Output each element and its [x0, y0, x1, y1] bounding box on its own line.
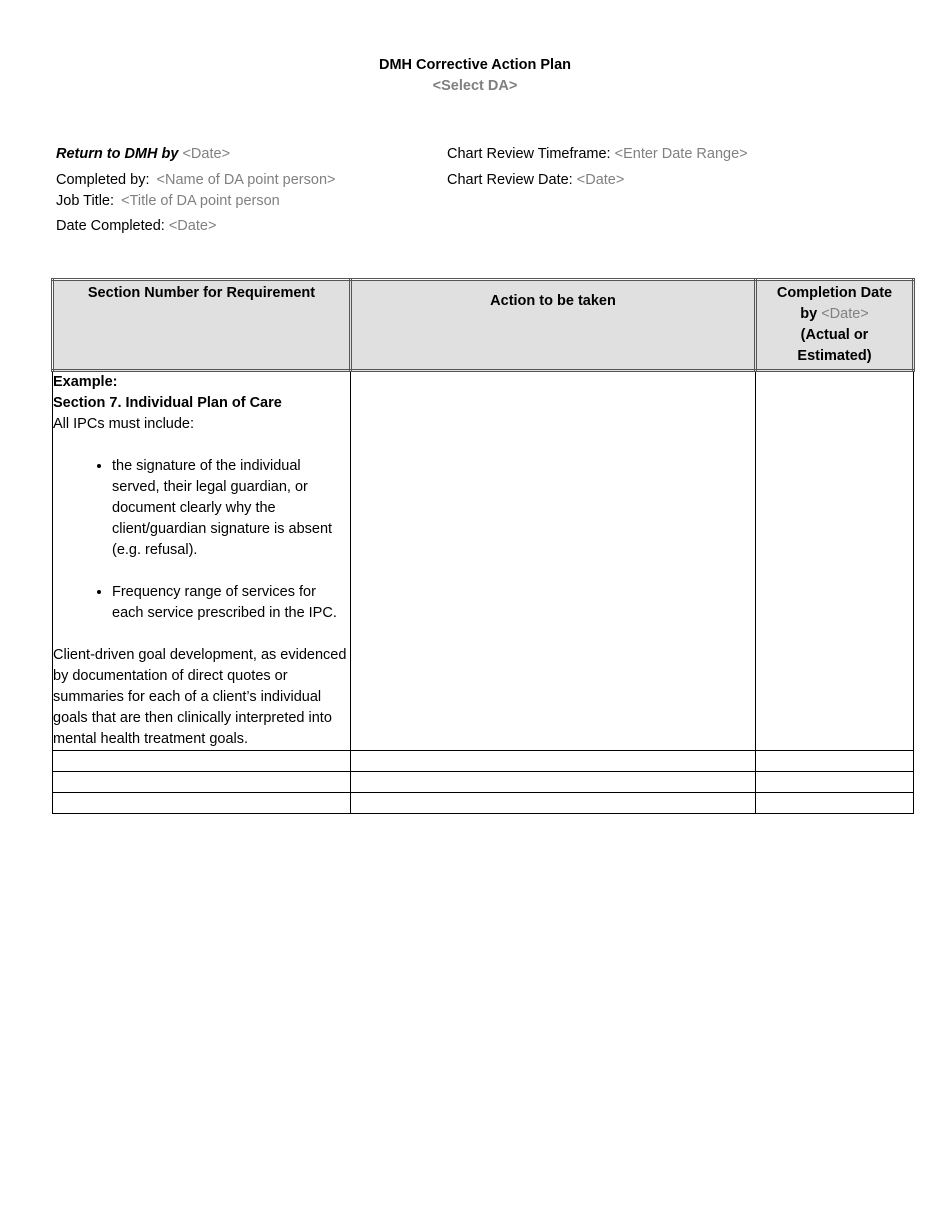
action-cell[interactable]	[351, 751, 756, 772]
completed-by-input[interactable]: <Name of DA point person>	[156, 172, 336, 188]
date-cell[interactable]	[756, 751, 914, 772]
actual-estimated-label: (Actual or Estimated)	[797, 327, 872, 364]
example-section: Section 7. Individual Plan of Care	[53, 395, 282, 411]
date-cell[interactable]	[756, 793, 914, 814]
date-cell[interactable]	[756, 772, 914, 793]
chart-review-timeframe-input[interactable]: <Enter Date Range>	[614, 146, 748, 162]
job-title-field	[56, 191, 280, 211]
chart-review-timeframe-label: Chart Review Timeframe:	[447, 146, 611, 162]
section-cell[interactable]	[53, 751, 351, 772]
date-completed-label: Date Completed:	[56, 218, 165, 234]
action-cell[interactable]	[351, 793, 756, 814]
table-row	[53, 751, 914, 772]
example-bullet-2: • Frequency range of services for each service prescribed in the IPC.	[112, 582, 350, 624]
date-cell-example[interactable]	[756, 371, 914, 751]
date-completed-field	[56, 216, 216, 236]
chart-review-timeframe-field	[447, 144, 748, 164]
example-label: Example:	[53, 374, 118, 390]
page-title: DMH Corrective Action Plan	[378, 57, 572, 73]
completion-by-label: by	[800, 306, 818, 322]
completion-date-label: Completion Date	[776, 285, 893, 301]
header-section-number: Section Number for Requirement	[53, 280, 351, 371]
header-completion-date	[756, 280, 914, 371]
return-date-input[interactable]: <Date>	[182, 146, 231, 162]
chart-review-date-field	[447, 170, 624, 190]
return-to-dmh-field	[56, 144, 230, 164]
example-bullet-list	[53, 456, 350, 624]
completed-by-label: Completed by:	[56, 172, 150, 188]
action-cell-example[interactable]	[351, 371, 756, 751]
table-header-row	[53, 280, 914, 371]
date-completed-input[interactable]: <Date>	[168, 218, 217, 234]
action-cell[interactable]	[351, 772, 756, 793]
chart-review-date-label: Chart Review Date:	[447, 172, 573, 188]
example-bullet-1: • the signature of the individual served, their legal guardian, or document clearly why the client/guardian signature is absent (e.g. refusal).	[112, 456, 350, 561]
completed-by-field	[56, 170, 335, 190]
chart-review-date-input[interactable]: <Date>	[576, 172, 625, 188]
completion-date-input[interactable]: <Date>	[821, 306, 869, 322]
header-action: Action to be taken	[351, 280, 756, 371]
table-row-example	[53, 371, 914, 751]
example-intro: All IPCs must include:	[53, 416, 195, 432]
example-closing: Client-driven goal development, as evidenced by documentation of direct quotes or summaries for each of a client’s individual goals that are then clinically interpreted into mental health treatment goals.	[53, 647, 347, 747]
return-to-dmh-label: Return to DMH by	[56, 146, 179, 162]
select-da-placeholder[interactable]: <Select DA>	[432, 78, 518, 94]
job-title-input[interactable]: <Title of DA point person	[121, 193, 280, 209]
corrective-action-table	[51, 278, 915, 814]
section-cell[interactable]	[53, 793, 351, 814]
table-row	[53, 772, 914, 793]
table-row	[53, 793, 914, 814]
example-cell[interactable]	[53, 371, 351, 751]
section-cell[interactable]	[53, 772, 351, 793]
job-title-label: Job Title:	[56, 193, 115, 209]
